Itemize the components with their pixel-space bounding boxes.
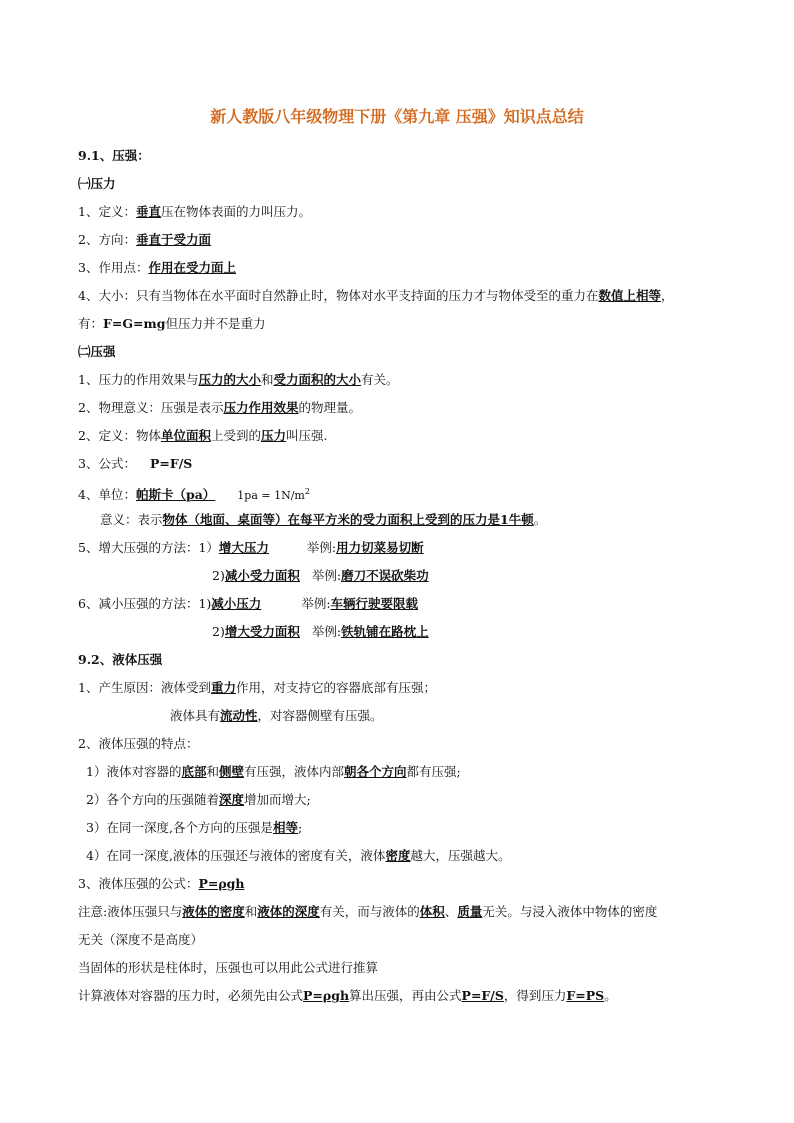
text-line: 无关（深度不是高度） xyxy=(78,932,204,947)
text-line: 2）各个方向的压强随着深度增加而增大; xyxy=(86,792,311,807)
text-line: 3、作用点：作用在受力面上 xyxy=(78,260,236,275)
section-heading-9-2: 9.2、液体压强 xyxy=(78,652,163,667)
text-line: 2)减小受力面积 举例:磨刀不误砍柴功 xyxy=(212,568,429,583)
text-line: 3、液体压强的公式：P=ρgh xyxy=(78,876,245,891)
text-line: 1、产生原因：液体受到重力作用，对支持它的容器底部有压强； xyxy=(78,680,436,695)
text-line: 1）液体对容器的底部和侧壁有压强，液体内部朝各个方向都有压强; xyxy=(86,764,461,779)
text-line: 2、定义：物体单位面积上受到的压力叫压强. xyxy=(78,428,328,443)
text-line: 4、大小：只有当物体在水平面时自然静止时，物体对水平支持面的压力才与物体受至的重力在数值上相等， xyxy=(78,288,674,303)
page-title: 新人教版八年级物理下册《第九章 压强》知识点总结 xyxy=(210,107,584,126)
text-line: 计算液体对容器的压力时，必须先由公式P=ρgh算出压强，再由公式P=F/S，得到压力F=PS。 xyxy=(78,988,617,1003)
text-line: 当固体的形状是柱体时，压强也可以用此公式进行推算 xyxy=(78,960,379,975)
text-line: 5、增大压强的方法：1）增大压力 举例:用力切菜易切断 xyxy=(78,540,424,555)
text-line: 2、方向：垂直于受力面 xyxy=(78,232,211,247)
text-line: 6、减小压强的方法：1)减小压力 举例:车辆行驶要限载 xyxy=(78,596,419,611)
section-heading-9-1: 9.1、压强： xyxy=(78,148,150,163)
text-line: 3、公式： P=F/S xyxy=(78,456,193,471)
text-line: 2、液体压强的特点： xyxy=(78,736,199,751)
text-line: 4、单位：帕斯卡（pa） $1pa = 1N/m^2$ xyxy=(78,487,310,503)
text-line: 有：F=G=mg但压力并不是重力 xyxy=(78,316,266,331)
subheading-pressure: ㈡压强 xyxy=(78,344,116,359)
subheading-pressure-force: ㈠压力 xyxy=(78,176,116,191)
text-line: 3）在同一深度,各个方向的压强是相等; xyxy=(86,820,303,835)
text-line: 注意:液体压强只与液体的密度和液体的深度有关，而与液体的体积、质量无关。与浸入液体中物体的密度 xyxy=(78,904,658,919)
text-line: 液体具有流动性，对容器侧壁有压强。 xyxy=(170,708,383,723)
text-line: 1、压力的作用效果与压力的大小和受力面积的大小有关。 xyxy=(78,372,399,387)
text-line: 意义：表示物体（地面、桌面等）在每平方米的受力面积上受到的压力是1牛顿。 xyxy=(100,512,547,527)
text-line: 4）在同一深度,液体的压强还与液体的密度有关，液体密度越大，压强越大。 xyxy=(86,848,511,863)
text-line: 1、定义：垂直压在物体表面的力叫压力。 xyxy=(78,204,311,219)
text-line: 2、物理意义：压强是表示压力作用效果的物理量。 xyxy=(78,400,361,415)
text-line: 2)增大受力面积 举例:铁轨铺在路枕上 xyxy=(212,624,429,639)
